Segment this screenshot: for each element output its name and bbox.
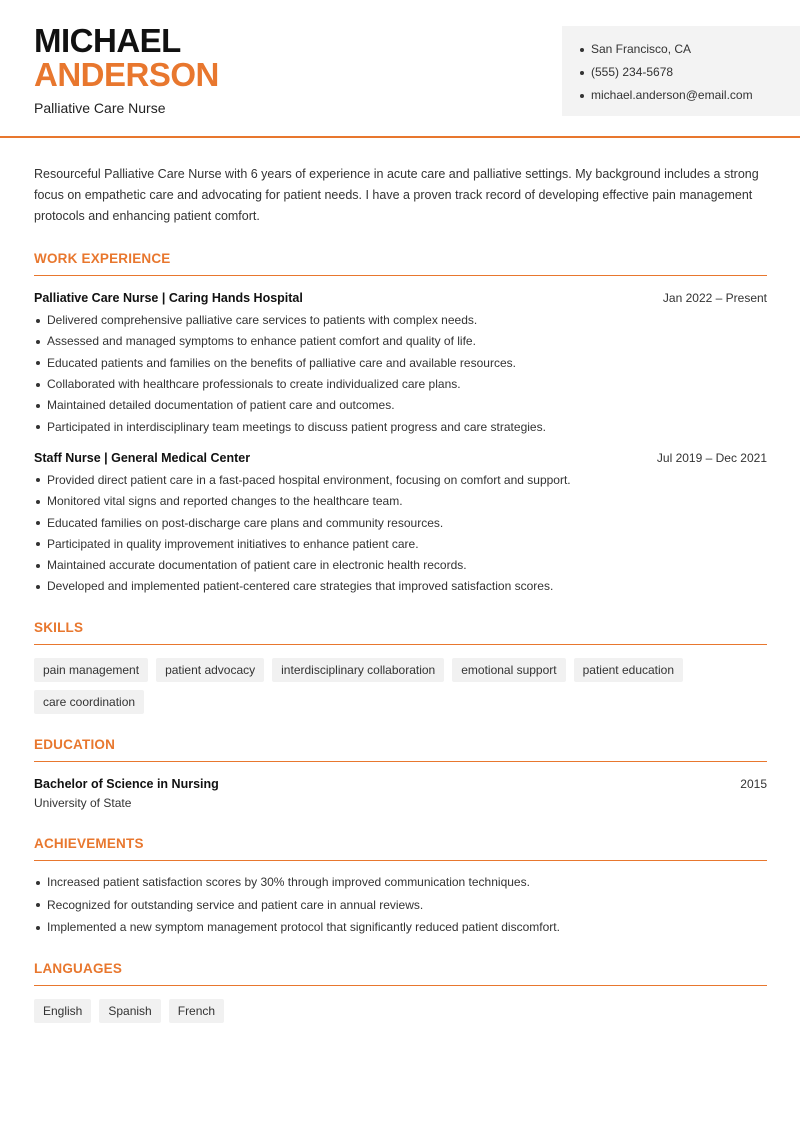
bullet-icon: [36, 404, 40, 408]
language-tag: French: [169, 999, 224, 1023]
list-item: [34, 470, 767, 491]
bullet-icon: [36, 564, 40, 568]
bullet-icon: [36, 585, 40, 589]
bullet-text: Participated in quality improvement initiatives to enhance patient care.: [47, 536, 419, 551]
list-item: [34, 894, 767, 917]
bullet-text: Participated in interdisciplinary team meetings to discuss patient progress and care strategies.: [47, 419, 546, 434]
candidate-name: [34, 24, 219, 92]
job-title: Staff Nurse | General Medical Center: [34, 450, 251, 465]
degree: Bachelor of Science in Nursing: [34, 776, 219, 791]
list-item: [34, 491, 767, 512]
skill-tag: interdisciplinary collaboration: [272, 658, 444, 682]
resume-body: [34, 164, 767, 1023]
education-section: [34, 737, 767, 810]
bullet-icon: [36, 361, 40, 365]
section-title-education: EDUCATION: [34, 737, 767, 762]
job-bullets: [34, 470, 767, 598]
bullet-icon: [36, 425, 40, 429]
bullet-icon: [36, 383, 40, 387]
job-role: Palliative Care Nurse: [34, 100, 166, 116]
contact-location-text: San Francisco, CA: [591, 42, 692, 56]
last-name: ANDERSON: [34, 56, 219, 93]
list-item: [34, 512, 767, 533]
list-item: [34, 331, 767, 352]
bullet-text: Delivered comprehensive palliative care services to patients with complex needs.: [47, 313, 478, 328]
skill-tag: care coordination: [34, 690, 144, 714]
contact-email[interactable]: [580, 84, 800, 107]
bullet-text: Monitored vital signs and reported changes to the healthcare team.: [47, 494, 403, 509]
achievements-list: [34, 872, 767, 940]
work-section: [34, 251, 767, 598]
bullet-text: Developed and implemented patient-centered care strategies that improved satisfaction scores.: [47, 579, 554, 594]
resume-header: [0, 0, 800, 138]
section-title-achievements: ACHIEVEMENTS: [34, 836, 767, 861]
contact-location: [580, 38, 800, 61]
contact-phone: [580, 61, 800, 84]
bullet-text: Implemented a new symptom management protocol that significantly reduced patient discomfort.: [47, 920, 560, 935]
bullet-icon: [36, 521, 40, 525]
section-title-languages: LANGUAGES: [34, 961, 767, 986]
bullet-text: Collaborated with healthcare professionals to create individualized care plans.: [47, 377, 461, 392]
bullet-text: Educated families on post-discharge care plans and community resources.: [47, 515, 444, 530]
list-item: [34, 310, 767, 331]
list-item: [34, 576, 767, 597]
list-item: [34, 555, 767, 576]
list-item: [34, 395, 767, 416]
contact-box: [562, 26, 800, 116]
list-item: [34, 917, 767, 940]
skill-tag: emotional support: [452, 658, 565, 682]
job-title: Palliative Care Nurse | Caring Hands Hospital: [34, 291, 303, 305]
bullet-icon: [36, 903, 40, 907]
list-item: [34, 374, 767, 395]
graduation-year: 2015: [740, 776, 767, 791]
bullet-icon: [36, 926, 40, 930]
bullet-icon: [36, 340, 40, 344]
bullet-icon: [36, 319, 40, 323]
school: University of State: [34, 795, 132, 810]
skills-section: [34, 620, 767, 714]
bullet-text: Provided direct patient care in a fast-paced hospital environment, focusing on comfort and support.: [47, 472, 571, 487]
section-title-work: WORK EXPERIENCE: [34, 251, 767, 276]
skill-tag: patient education: [574, 658, 683, 682]
section-title-skills: SKILLS: [34, 620, 767, 645]
bullet-icon: [36, 542, 40, 546]
bullet-icon: [580, 94, 584, 98]
job-bullets: [34, 310, 767, 438]
bullet-text: Maintained detailed documentation of patient care and outcomes.: [47, 398, 395, 413]
education-entry: [34, 777, 767, 810]
bullet-icon: [36, 500, 40, 504]
bullet-icon: [580, 71, 584, 75]
language-tag: English: [34, 999, 91, 1023]
job-entry: [34, 291, 767, 438]
languages-section: [34, 961, 767, 1023]
job-date: Jan 2022 – Present: [662, 291, 767, 305]
bullet-text: Assessed and managed symptoms to enhance patient comfort and quality of life.: [47, 334, 476, 349]
list-item: [34, 416, 767, 437]
contact-email-text[interactable]: michael.anderson@email.com: [591, 88, 753, 102]
bullet-text: Recognized for outstanding service and patient care in annual reviews.: [47, 897, 424, 912]
bullet-text: Educated patients and families on the benefits of palliative care and available resources.: [47, 355, 516, 370]
list-item: [34, 534, 767, 555]
bullet-icon: [36, 881, 40, 885]
job-date: Jul 2019 – Dec 2021: [656, 450, 767, 465]
list-item: [34, 353, 767, 374]
bullet-icon: [580, 48, 584, 52]
bullet-text: Maintained accurate documentation of patient care in electronic health records.: [47, 558, 467, 573]
skills-tags: [34, 658, 767, 714]
achievements-section: [34, 836, 767, 940]
contact-phone-text: (555) 234-5678: [591, 65, 674, 79]
bullet-text: Increased patient satisfaction scores by 30% through improved communication techniques.: [47, 875, 530, 890]
job-entry: [34, 451, 767, 598]
summary: Resourceful Palliative Care Nurse with 6 years of experience in acute care and palliative settings. My background includes a strong focus on empathetic care and advocating for patient needs. I have a proven track record of developing effective pain management protocols and enhancing patient comfort.: [34, 167, 759, 223]
bullet-icon: [36, 478, 40, 482]
skill-tag: pain management: [34, 658, 148, 682]
language-tags: [34, 999, 767, 1023]
language-tag: Spanish: [99, 999, 160, 1023]
list-item: [34, 872, 767, 895]
skill-tag: patient advocacy: [156, 658, 264, 682]
first-name: MICHAEL: [34, 22, 181, 59]
